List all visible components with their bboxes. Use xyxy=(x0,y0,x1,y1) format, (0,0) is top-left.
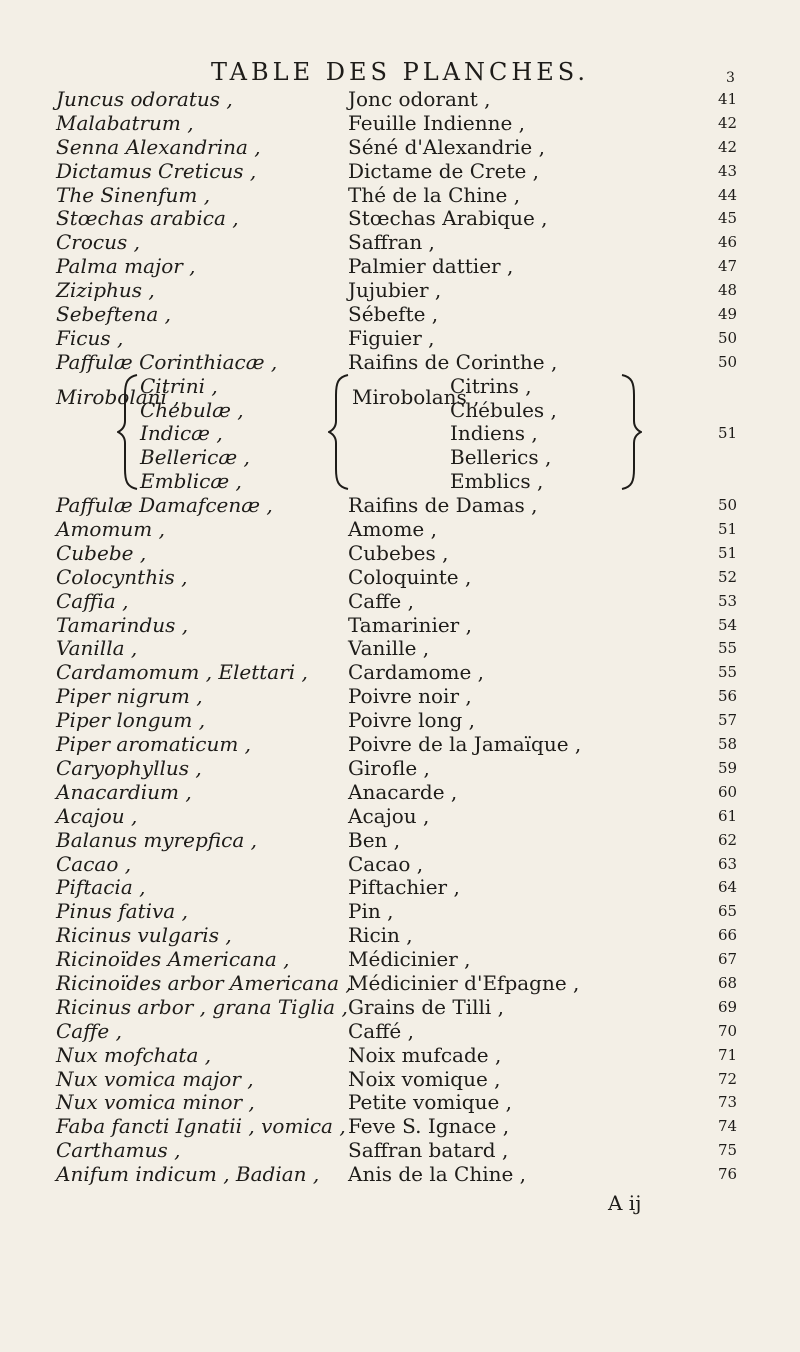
list-item: Nux mofchata , Noix mufcade , 71 xyxy=(56,1042,738,1067)
list-item: Anacardium , Anacarde , 60 xyxy=(56,779,738,804)
list-item: Vanilla , Vanille , 55 xyxy=(56,636,738,661)
list-item: Piper aromaticum , Poivre de la Jamaïque , 58 xyxy=(56,732,738,757)
list-item: Crocus , Saffran , 46 xyxy=(56,230,738,255)
group-item: Chebulæ , Chébules , xyxy=(140,397,557,422)
list-item: Pinus fativa , Pin , 65 xyxy=(56,899,738,924)
list-item: Senna Alexandrina , Séné d'Alexandrie , 42 xyxy=(56,134,738,159)
mirobolani-latin-label: Mirobolani , xyxy=(56,385,180,409)
list-item xyxy=(0,1187,800,1211)
list-item: Ricinus arbor , grana Tiglia , Grains de Tilli , 69 xyxy=(56,994,738,1019)
list-item: Nux vomica major , Noix vomique , 72 xyxy=(56,1066,738,1091)
list-item: Balanus myrepfica , Ben , 62 xyxy=(56,827,738,852)
list-item: Paffulæ Damafcenæ , Raifins de Damas , 50 xyxy=(56,493,738,518)
list-item: Faba fancti Ignatii , vomica , Feve S. Ignace , 74 xyxy=(56,1114,738,1139)
list-item: Ziziphus , Jujubier , 48 xyxy=(56,278,738,303)
list-item xyxy=(0,1211,800,1235)
list-item: Tamarindus , Tamarinier , 54 xyxy=(56,612,738,637)
list-item: Juncus odoratus , Jonc odorant , 41 xyxy=(56,87,738,111)
right-brace-icon xyxy=(620,373,642,491)
list-item: Piper nigrum , Poivre noir , 56 xyxy=(56,684,738,709)
list-item: Piftacia , Piftachier , 64 xyxy=(56,875,738,900)
list-item: Sebeftena , Sébefte , 49 xyxy=(56,302,738,327)
list-item: Acajou , Acajou , 61 xyxy=(56,803,738,828)
list-item: Stœchas arabica , Stœchas Arabique , 45 xyxy=(56,206,738,231)
group-item: Emblicæ , Emblics , xyxy=(140,469,544,494)
list-item: Caffia , Caffe , 53 xyxy=(56,588,738,613)
page-title: TABLE DES PLANCHES. xyxy=(210,58,590,86)
list-item: Caryophyllus , Girofle , 59 xyxy=(56,755,738,780)
list-item: The Sinenfum , Thé de la Chine , 44 xyxy=(56,182,738,207)
list-item: Ricinoïdes arbor Americana , Médicinier d'Efpagne , 68 xyxy=(56,970,738,995)
page-number: 3 xyxy=(726,70,735,86)
left-brace-icon xyxy=(117,373,139,491)
list-item: Anifum indicum , Badian , Anis de la Chine , 76 xyxy=(56,1162,738,1187)
list-item: Nux vomica minor , Petite vomique , 73 xyxy=(56,1090,738,1115)
list-item: Colocynthis , Coloquinte , 52 xyxy=(56,564,738,589)
signature-mark: A ij xyxy=(608,1191,642,1215)
list-item: Paffulæ Corinthiacæ , Raifins de Corinthe , 50 xyxy=(56,349,738,374)
list-item: Carthamus , Saffran batard , 75 xyxy=(56,1138,738,1163)
list-item: Ficus , Figuier , 50 xyxy=(56,325,738,350)
list-item: Cardamomum , Elettari , Cardamome , 55 xyxy=(56,660,738,685)
list-item: Ricinus vulgaris , Ricin , 66 xyxy=(56,923,738,948)
list-item: Amomum , Amome , 51 xyxy=(56,517,738,542)
mirobolani-french-label: Mirobolans , xyxy=(352,385,480,409)
list-item: Caffe , Caffé , 70 xyxy=(56,1018,738,1043)
left-brace-icon xyxy=(328,373,350,491)
group-item: Indicæ , Indiens , 51 xyxy=(140,421,738,446)
group-item: Bellericæ , Bellerics , xyxy=(140,445,552,470)
list-item: Cacao , Cacao , 63 xyxy=(56,851,738,876)
list-item xyxy=(0,1235,800,1259)
group-item: Citrini , Citrins , xyxy=(140,373,532,398)
list-item: Cubebe , Cubebes , 51 xyxy=(56,540,738,565)
list-item: Ricinoïdes Americana , Médicinier , 67 xyxy=(56,947,738,972)
list-item: Malabatrum , Feuille Indienne , 42 xyxy=(56,110,738,135)
list-item: Palma major , Palmier dattier , 47 xyxy=(56,254,738,279)
list-item: Piper longum , Poivre long , 57 xyxy=(56,708,738,733)
list-item: Dictamus Creticus , Dictame de Crete , 43 xyxy=(56,158,738,183)
entries-list xyxy=(0,88,800,1259)
